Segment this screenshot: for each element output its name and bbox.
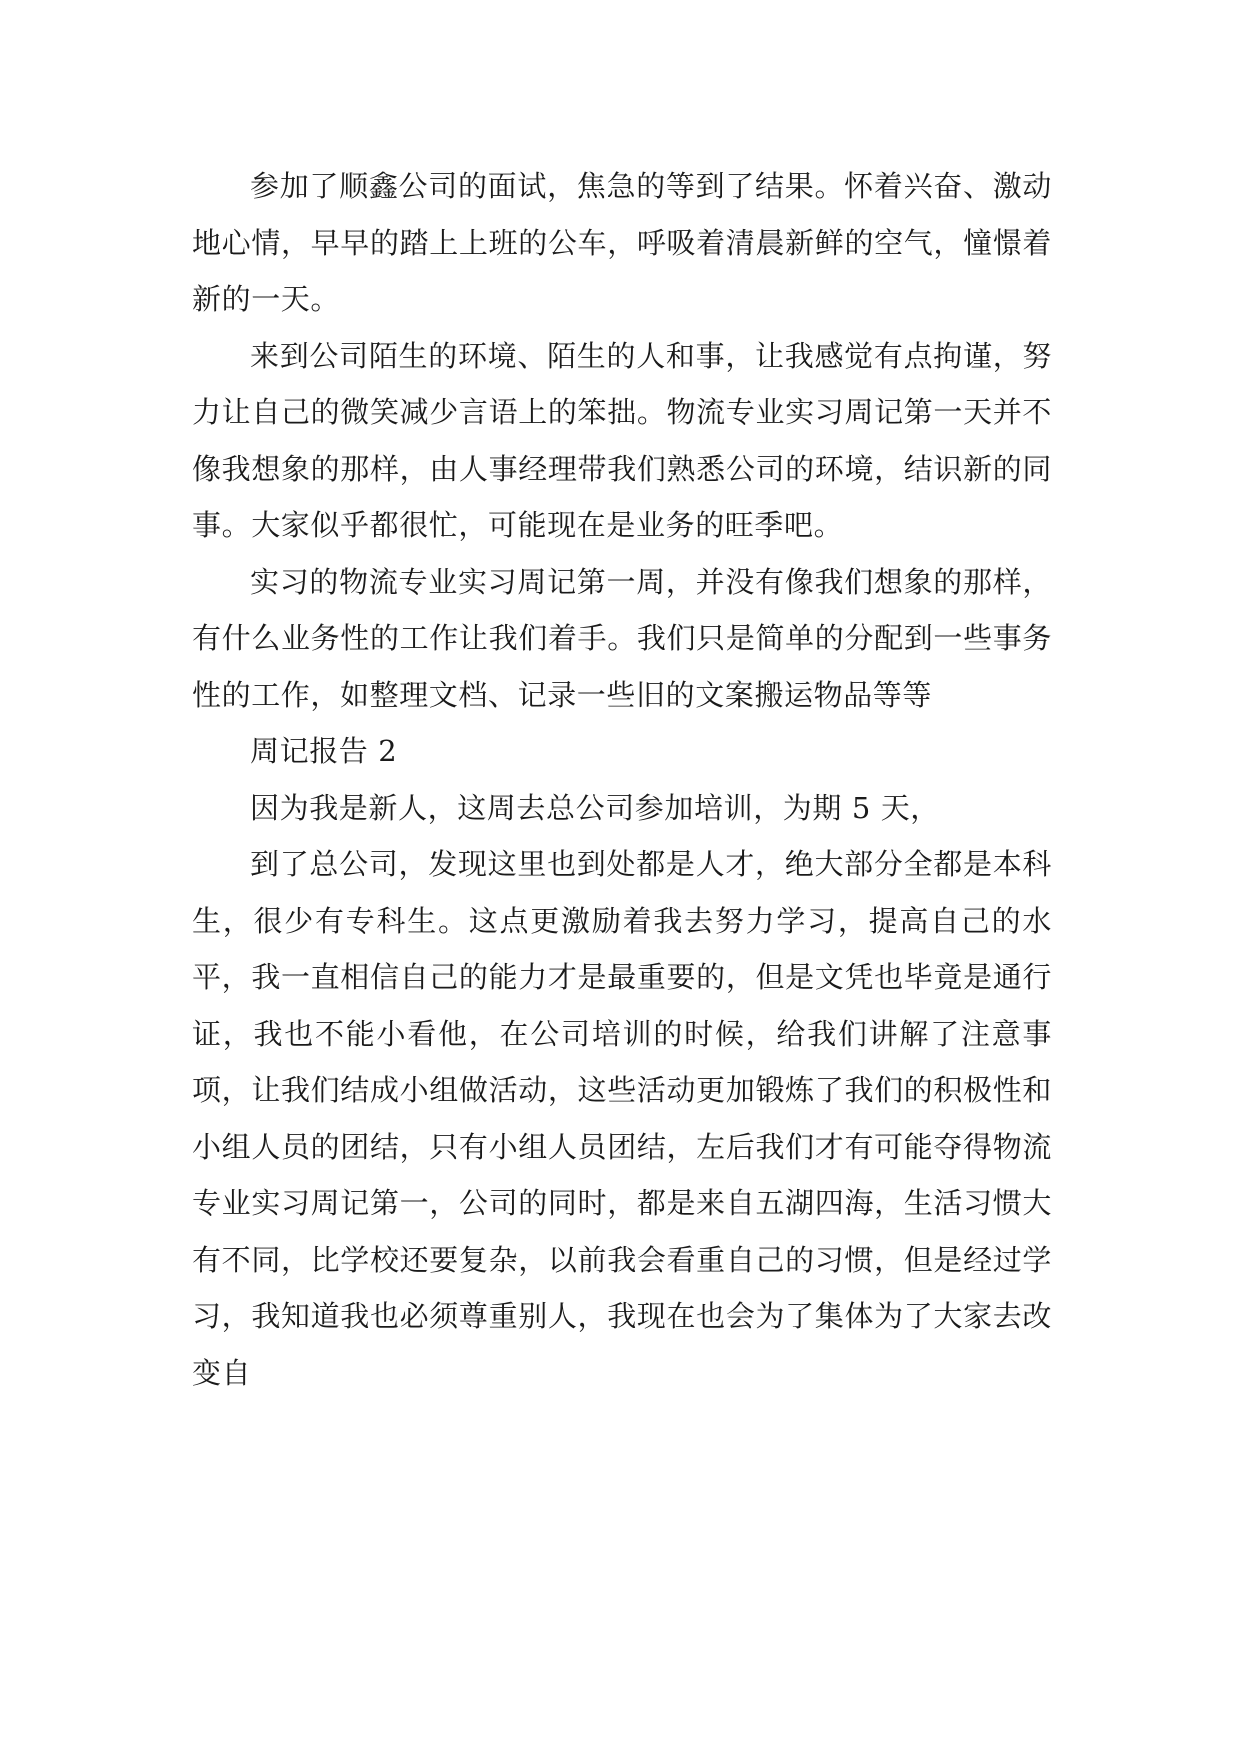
section-heading-report-2: 周记报告 2: [250, 734, 398, 768]
paragraph-interview-result: 参加了顺鑫公司的面试，焦急的等到了结果。怀着兴奋、激动地心情，早早的踏上上班的公车，呼吸着清晨新鲜的空气，憧憬着新的一天。: [192, 169, 1052, 316]
paragraph-first-day: 来到公司陌生的环境、陌生的人和事，让我感觉有点拘谨，努力让自己的微笑减少言语上的笨拙。物流专业实习周记第一天并不像我想象的那样，由人事经理带我们熟悉公司的环境，结识新的同事。大家似乎都很忙，可能现在是业务的旺季吧。: [192, 338, 1052, 542]
paragraph-training: 因为我是新人，这周去总公司参加培训，为期 5 天，: [250, 790, 940, 825]
paragraph-first-week: 实习的物流专业实习周记第一周，并没有像我们想象的那样，有什么业务性的工作让我们着手。我们只是简单的分配到一些事务性的工作，如整理文档、记录一些旧的文案搬运物品等等: [192, 564, 1052, 712]
document-body: [192, 158, 1052, 1401]
paragraph-headquarters: 到了总公司，发现这里也到处都是人才，绝大部分全都是本科生，很少有专科生。这点更激励着我去努力学习，提高自己的水平，我一直相信自己的能力才是最重要的，但是文凭也毕竟是通行证，我也不能小看他，在公司培训的时候，给我们讲解了注意事项，让我们结成小组做活动，这些活动更加锻炼了我们的积极性和小组人员的团结，只有小组人员团结，左后我们才有可能夺得物流专业实习周记第一，公司的同时，都是来自五湖四海，生活习惯大有不同，比学校还要复杂，以前我会看重自己的习惯，但是经过学习，我知道我也必须尊重别人，我现在也会为了集体为了大家去改变自: [192, 847, 1052, 1390]
